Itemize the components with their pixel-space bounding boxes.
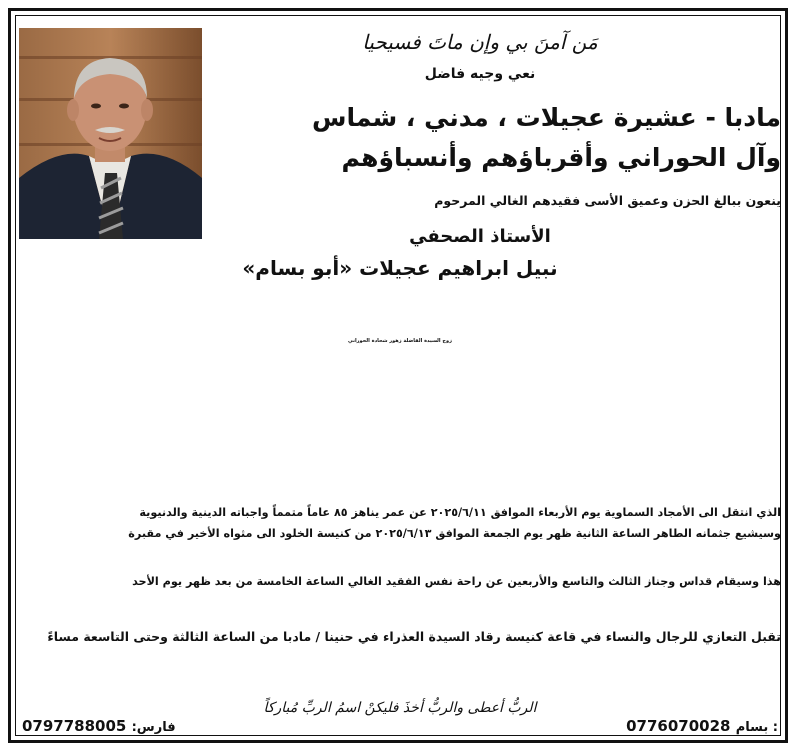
contact-fares-phone: 0797788005: [22, 717, 127, 735]
mass-line-1: هذا وسيقام قداس وجناز الثالث والتاسع والأربعين عن راحة نفس الفقيد الغالي الساعة الخامسة من بعد ظهر يوم الأحد: [132, 575, 781, 588]
funeral-line-1: الذي انتقل الى الأمجاد السماوية يوم الأربعاء الموافق ٢٠٢٥/٦/١١ عن عمر يناهز ٨٥ عاماً متمماً واجباته الدينية والدنيوية: [139, 506, 781, 519]
deceased-title: الأستاذ الصحفي: [409, 226, 551, 247]
contact-fares-label: فارس:: [131, 720, 176, 735]
contact-bassam-label: بسام :: [735, 720, 778, 735]
contact-bassam-phone: 0776070028: [626, 717, 731, 735]
verse-bottom: الربُّ أعطى والربُّ أخذَ فليكنْ اسمُ الربِّ مُباركاً: [263, 700, 537, 716]
contact-fares: [22, 717, 176, 735]
family-line-1: مادبا - عشيرة عجيلات ، مدني ، شماس: [311, 103, 781, 132]
portrait-illustration: [19, 28, 202, 239]
funeral-line-2: وسيشيع جثمانه الطاهر الساعة الثانية ظهر يوم الجمعة الموافق ٢٠٢٥/٦/١٣ من كنيسة الخلود الى مثواه الأخير في مقبرة: [128, 527, 781, 540]
condolences-line-1: تقبل التعازي للرجال والنساء في قاعة كنيسة رقاد السيدة العذراء في حنينا / مادبا من الساعة الثالثة وحتى التاسعة مساءً: [47, 629, 781, 644]
spouse-line: زوج السيدة الفاضلة زهور شحادة الحوراني: [348, 338, 452, 344]
contact-bassam: [626, 717, 778, 735]
mourn-text: ينعون ببالغ الحزن وعميق الأسى فقيدهم الغالي المرحوم: [434, 193, 781, 208]
notice-heading: نعي وجيه فاضل: [424, 66, 536, 82]
family-line-2: وآل الحوراني وأقرباؤهم وأنسباؤهم: [341, 143, 781, 172]
portrait-photo: [19, 28, 202, 239]
deceased-name: نبيل ابراهيم عجيلات «أبو بسام»: [242, 256, 558, 280]
verse-top: مَن آمنَ بي وإن ماتَ فسيحيا: [362, 30, 598, 54]
